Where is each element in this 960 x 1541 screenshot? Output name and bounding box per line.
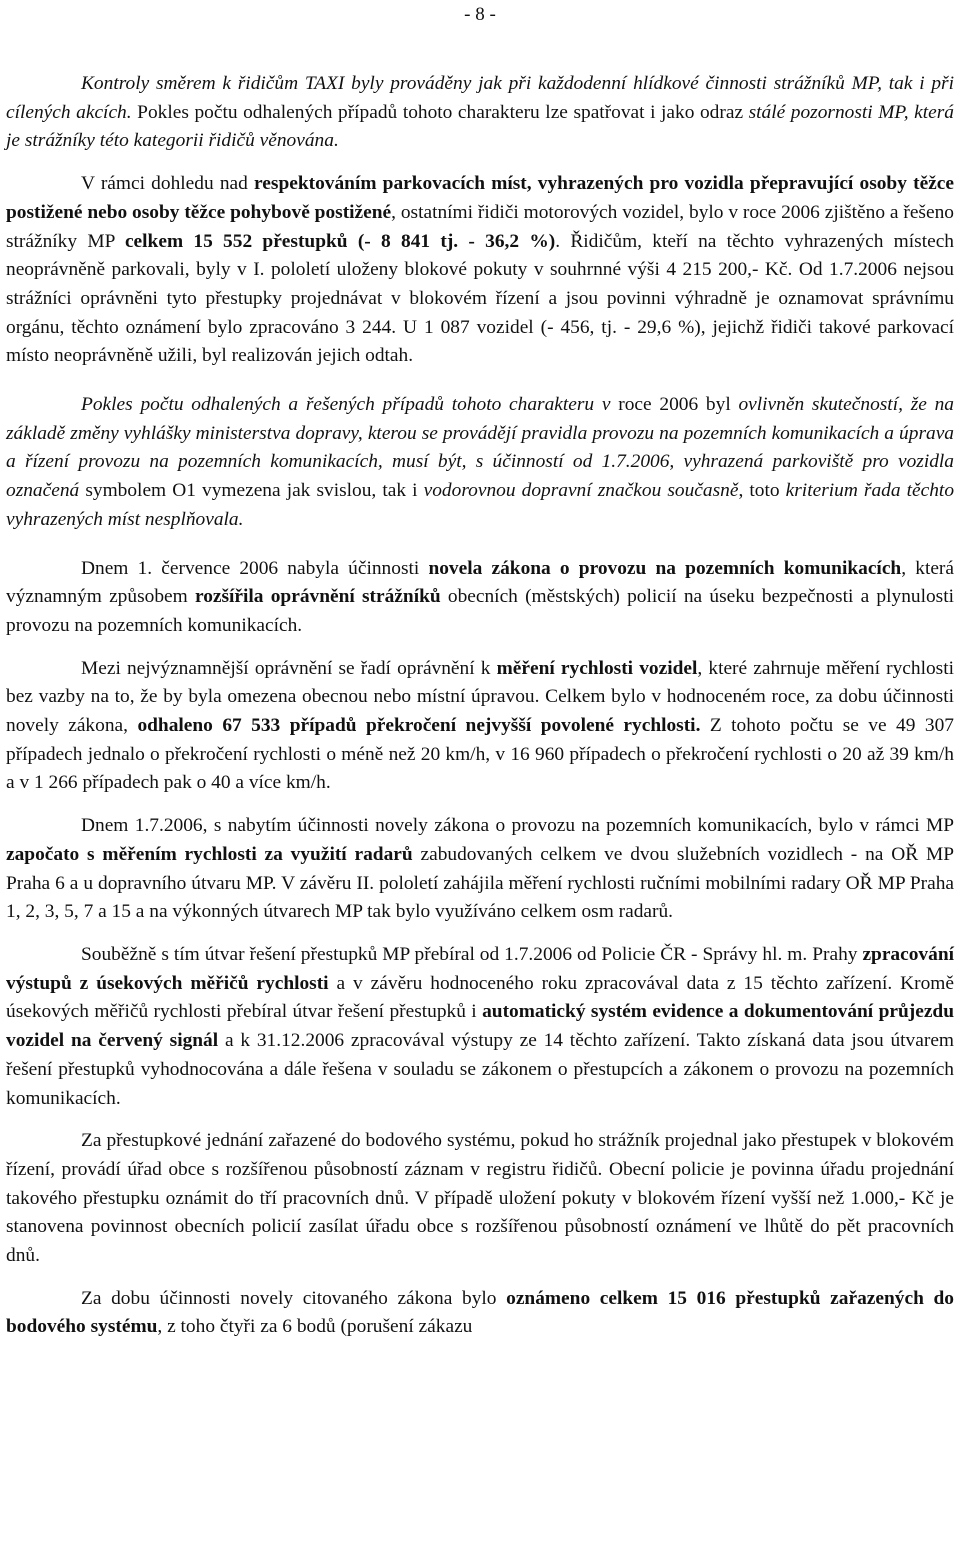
text-segment: oznámeno celkem 15 016 přestupků zařazených do bodového systému bbox=[6, 1287, 954, 1338]
text-segment: , ostatními řidiči motorových vozidel, bylo v roce 2006 zjištěno a řešeno strážníky MP bbox=[6, 201, 954, 252]
text-segment: stálé pozornosti MP, která je strážníky této kategorii řidičů věnována. bbox=[6, 101, 954, 152]
text-segment: a v závěru hodnoceného roku zpracovával data z 15 těchto zařízení. Kromě úsekových měřičů rychlosti přebíral útvar řešení přestupků i bbox=[6, 972, 954, 1023]
paragraph-decline bbox=[6, 391, 954, 535]
paragraph-speed bbox=[6, 655, 954, 799]
text-segment: Za dobu účinnosti novely citovaného zákona bylo bbox=[81, 1287, 507, 1309]
paragraph-points-system bbox=[6, 1127, 954, 1271]
text-segment: ovlivněn skutečností, že na základě změny vyhlášky ministerstva dopravy, kterou se provádějí pravidla provozu na pozemních komunikacích a úprava a řízení provozu na pozemních komunikacích, musí být, s účinností od 1.7.2006, vyhrazená parkoviště pro vozidla označená bbox=[6, 394, 955, 502]
text-segment: , která významným způsobem bbox=[6, 557, 954, 608]
text-segment: automatický systém evidence a dokumentování průjezdu vozidel na červený signál bbox=[6, 1001, 954, 1052]
document-body bbox=[6, 70, 954, 1342]
page-number: - 8 - bbox=[464, 4, 496, 25]
text-segment: obecních (městských) policií na úseku bezpečnosti a plynulosti provozu na pozemních komunikacích. bbox=[6, 586, 955, 636]
text-segment: rozšířila oprávnění strážníků bbox=[194, 586, 441, 608]
text-segment: celkem 15 552 přestupků (- 8 841 tj. - 36,2 %) bbox=[124, 230, 556, 252]
text-segment: Za přestupkové jednání zařazené do bodového systému, pokud ho strážník projednal jako přestupek v blokovém řízení, provádí úřad obce s rozšířenou působností záznam v registru řidičů. Obecní policie je povinna úřadu projednání takového přestupku oznámit do tří pracovních dnů. V případě uložení pokuty v blokovém řízení vyšší než 1.000,- Kč je stanovena povinnost obecních policií zasílat úřadu obce s rozšířenou působností oznámení ve lhůtě do pět pracovních dnů. bbox=[6, 1130, 954, 1267]
text-segment: měření rychlosti vozidel bbox=[496, 657, 698, 679]
text-segment: Z tohoto počtu se ve 49 307 případech jednalo o překročení rychlosti o méně než 20 km/h, v 16 960 případech o překročení rychlosti o 20 až 39 km/h a v 1 266 případech pak o 40 a více km/h. bbox=[6, 715, 954, 794]
text-segment: respektováním parkovacích míst, vyhrazených pro vozidla přepravující osoby těžce postižené nebo osoby těžce pohybově postižené bbox=[6, 173, 954, 223]
paragraph-novela bbox=[6, 555, 954, 641]
text-segment: a k 31.12.2006 zpracovával výstupy ze 14 těchto zařízení. Takto získaná data jsou útvarem řešení přestupků vyhodnocována a dále řešena v souladu se zákonem o přestupcích a zákonem o provozu na pozemních komunikacích. bbox=[6, 1030, 955, 1109]
text-segment: započato s měřením rychlosti za využití radarů bbox=[6, 843, 413, 865]
paragraph-parking bbox=[6, 170, 954, 371]
paragraph-meters bbox=[6, 941, 954, 1113]
text-segment: Mezi nejvýznamnější oprávnění se řadí oprávnění k bbox=[81, 657, 497, 679]
text-segment: Dnem 1.7.2006, s nabytím účinnosti novely zákona o provozu na pozemních komunikacích, bylo v rámci MP bbox=[81, 815, 954, 837]
text-segment: . Řidičům, kteří na těchto vyhrazených místech neoprávněně parkovali, byly v I. pololetí uloženy blokové pokuty v souhrnné výši 4 215 200,- Kč. Od 1.7.2006 nejsou strážníci oprávněni tyto přestupky projednávat v blokovém řízení a jsou povinni výhradně je oznamovat správnímu orgánu, těchto oznámení bylo zpracováno 3 244. U 1 087 vozidel (- 456, tj. - 29,6 %), jejichž řidiči takové parkovací místo neoprávněně užili, byl realizován jejich odtah. bbox=[6, 230, 954, 367]
paragraph-reported bbox=[6, 1285, 954, 1342]
text-segment: Dnem 1. července 2006 nabyla účinnosti bbox=[81, 557, 429, 579]
text-segment: Souběžně s tím útvar řešení přestupků MP přebíral od 1.7.2006 od Policie ČR - Správy hl. m. Prahy bbox=[81, 943, 863, 965]
text-segment: zpracování výstupů z úsekových měřičů rychlosti bbox=[6, 943, 954, 994]
text-segment: Kontroly směrem k řidičům TAXI byly prováděny jak při každodenní hlídkové činnosti strážníků MP, tak i při cílených akcích. bbox=[6, 73, 954, 123]
paragraph-radars bbox=[6, 812, 954, 927]
text-segment: roce 2006 byl bbox=[618, 394, 739, 416]
paragraph-taxi bbox=[6, 70, 954, 156]
text-segment: Pokles počtu odhalených případů tohoto charakteru lze spatřovat i jako odraz bbox=[131, 101, 749, 123]
text-segment: vodorovnou dopravní značkou současně bbox=[423, 480, 739, 502]
text-segment: symbolem O1 vymezena jak svislou, tak i bbox=[79, 480, 424, 502]
text-segment: , toto bbox=[738, 480, 786, 502]
text-segment: odhaleno 67 533 případů překročení nejvyšší povolené rychlosti. bbox=[137, 715, 701, 737]
text-segment: , z toho čtyři za 6 bodů (porušení zákazu bbox=[157, 1316, 473, 1338]
text-segment: kriterium řada těchto vyhrazených míst nesplňovala. bbox=[6, 480, 955, 530]
text-segment: novela zákona o provozu na pozemních komunikacích bbox=[428, 557, 902, 579]
text-segment: zabudovaných celkem ve dvou služebních vozidlech - na OŘ MP Praha 6 a u dopravního útvaru MP. V závěru II. pololetí zahájila měření rychlosti ručními mobilními radary OŘ MP Praha 1, 2, 3, 5, 7 a 15 a na výkonných útvarech MP tak bylo využíváno celkem osm radarů. bbox=[6, 843, 954, 923]
text-segment: V rámci dohledu nad bbox=[81, 173, 255, 195]
text-segment: Pokles počtu odhalených a řešených případů tohoto charakteru v bbox=[81, 394, 619, 416]
text-segment: , které zahrnuje měření rychlosti bez vazby na to, že by byla omezena obecnou nebo místní úpravou. Celkem bylo v hodnoceném roce, za dobu účinnosti novely zákona, bbox=[6, 657, 954, 737]
